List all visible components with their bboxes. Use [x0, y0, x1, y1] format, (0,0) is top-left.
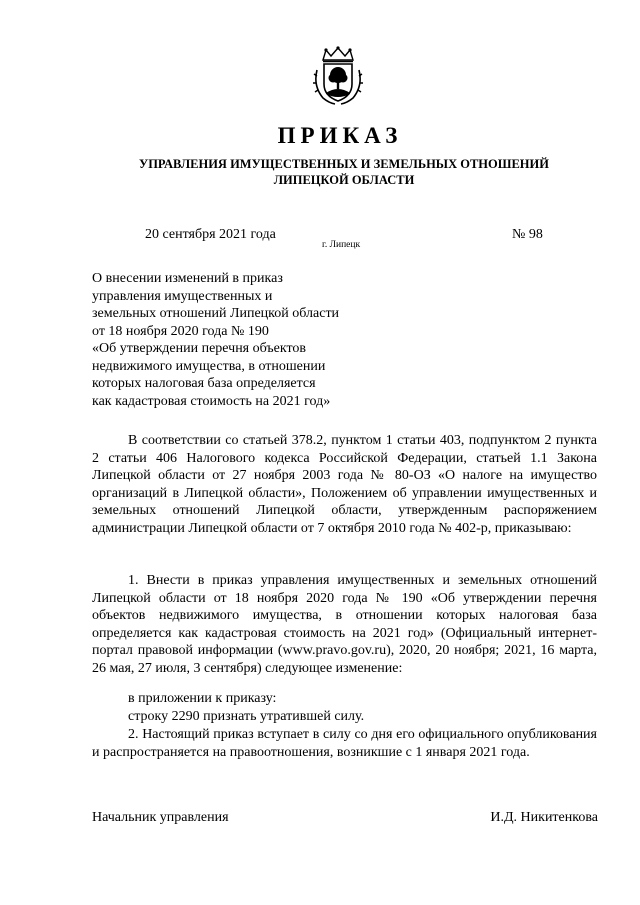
order-item-1-sub: строку 2290 признать утратившей силу. — [128, 709, 365, 724]
document-date: 20 сентября 2021 года — [145, 227, 276, 242]
issuing-organization — [90, 156, 598, 188]
organization-line: УПРАВЛЕНИЯ ИМУЩЕСТВЕННЫХ И ЗЕМЕЛЬНЫХ ОТНОШЕНИЙ — [139, 157, 549, 171]
subject-line: О внесении изменений в приказ — [92, 271, 283, 286]
lipetsk-coat-of-arms-icon — [313, 46, 363, 106]
subject-line: управления имущественных и — [92, 288, 273, 304]
organization-line: ЛИПЕЦКОЙ ОБЛАСТИ — [273, 173, 415, 187]
document-city: г. Липецк — [322, 240, 361, 250]
document-subject — [92, 270, 392, 410]
document-title: ПРИКАЗ — [277, 123, 403, 148]
order-item-2: 2. Настоящий приказ вступает в силу со дня его официального опубликования и распространяется на правоотношения, возникшие с 1 января 2021 года. — [92, 727, 597, 760]
subject-line: как кадастровая стоимость на 2021 год» — [92, 393, 331, 409]
subject-line: «Об утверждении перечня объектов — [92, 341, 307, 356]
subject-line: которых налоговая база определяется — [92, 376, 316, 391]
order-item-1: 1. Внести в приказ управления имущественных и земельных отношений Липецкой области от 18 ноября 2020 года № 190 «Об утверждении перечня объектов недвижимого имущества, в отношении которых налоговая база определяется как кадастровая стоимость на 2021 год» (Официальный интернет-портал правовой информации (www.pravo.gov.ru), 2020, 20 ноября; 2021, 16 марта, 26 мая, 27 июля, 3 сентября) следующее изменение: — [92, 573, 597, 676]
subject-line: земельных отношений Липецкой области — [92, 306, 340, 321]
order-item-1-sub: в приложении к приказу: — [128, 691, 277, 706]
signatory-name: И.Д. Никитенкова — [490, 810, 598, 825]
preamble-paragraph: В соответствии со статьей 378.2, пунктом 1 статьи 403, подпунктом 2 пункта 2 статьи 406 Налогового кодекса Российской Федерации, статьей 1.1 Закона Липецкой области от 27 ноября 2003 года № 80-ОЗ «О налоге на имущество организаций в Липецкой области», Положением об управлении имущественных и земельных отношений Липецкой области, утвержденным распоряжением администрации Липецкой области от 7 октября 2010 года № 402-р, приказываю: — [92, 433, 597, 536]
subject-line: недвижимого имущества, в отношении — [92, 358, 326, 374]
subject-line: от 18 ноября 2020 года № 190 — [92, 323, 269, 339]
document-number: № 98 — [512, 227, 543, 242]
signatory-position: Начальник управления — [92, 810, 229, 825]
